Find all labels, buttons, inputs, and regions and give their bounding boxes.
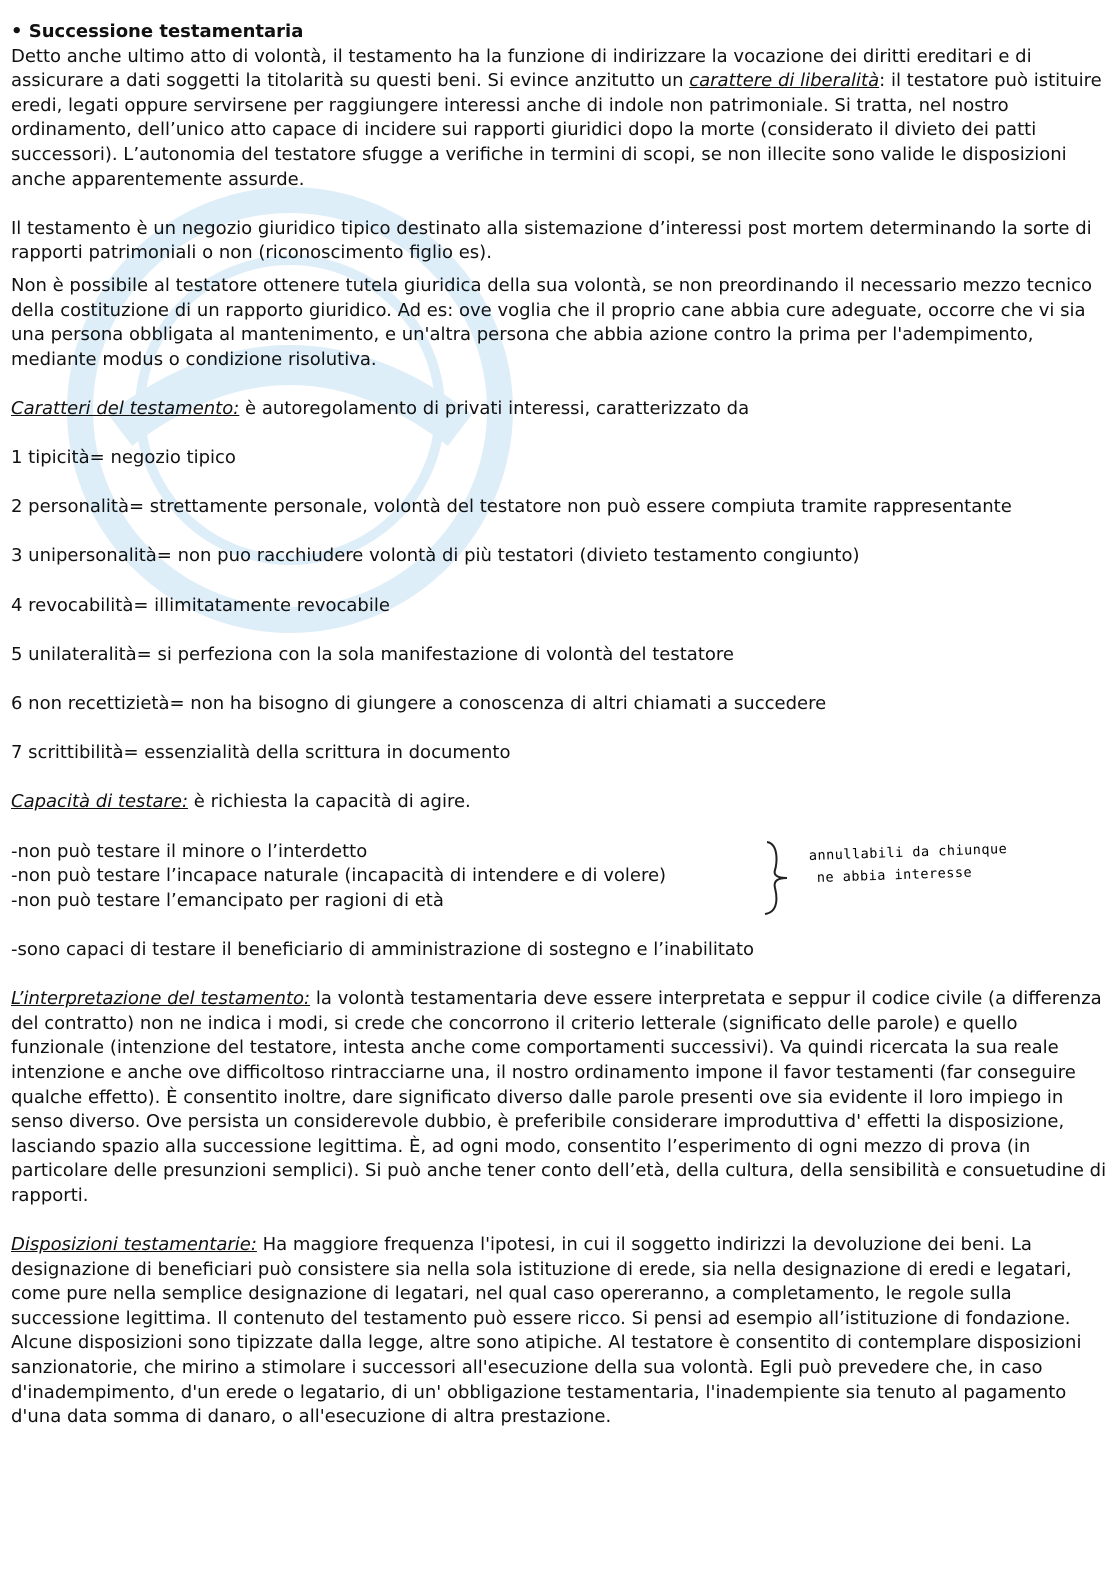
intro-text: Detto anche ultimo atto di volontà, il testamento ha la funzione di indirizzare la vocazione dei diritti ereditari e di assicurare a dati soggetti la titolarità su questi beni. Si evince anzitutto un bbox=[11, 45, 1032, 92]
capacita-list bbox=[11, 840, 1107, 914]
note-line-1: annullabili da chiunque bbox=[808, 840, 1008, 864]
interpretazione-text: la volontà testamentaria deve essere interpretata e seppur il codice civile (a differenza del contratto) non ne indica i modi, si crede che concorrono il criterio letterale (significato delle parole) e quello funzionale (intenzione del testatore, intesta anche come comportamenti successivi). Va quindi ricercata la sua reale intenzione e anche ove difficoltoso rintracciarne una, il nostro ordinamento impone il favor testamenti (far conseguire qualche effetto). È consentito inoltre, dare significato diverso dalle parole presenti ove sia evidente il loro impiego in senso diverso. Ove persista un considerevole dubbio, è preferibile considerare improduttiva d' effetti la disposizione, lasciando spazio alla successione legittima. È, ad ogni modo, consentito l’esperimento di ogni mezzo di prova (in particolare delle presunzioni semplici). Si può anche tener conto dell’età, della cultura, della sensibilità e consuetudine di rapporti. bbox=[11, 988, 1107, 1206]
list-item: 1 tipicità= negozio tipico bbox=[11, 447, 236, 469]
handwritten-note bbox=[757, 838, 1047, 918]
list-item: 2 personalità= strettamente personale, volontà del testatore non può essere compiuta tramite rappresentante bbox=[11, 496, 1012, 518]
capacita-intro bbox=[11, 790, 1107, 815]
paragraph-disposizioni bbox=[11, 1233, 1107, 1430]
document-page bbox=[11, 20, 1107, 1430]
list-item: 6 non recettizietà= non ha bisogno di giungere a conoscenza di altri chiamati a succedere bbox=[11, 693, 827, 715]
interpretazione-label: L’interpretazione del testamento: bbox=[11, 988, 311, 1010]
list-item: 4 revocabilità= illimitatamente revocabile bbox=[11, 594, 390, 616]
list-item: 3 unipersonalità= non puo racchiudere volontà di più testatori (divieto testamento congiunto) bbox=[11, 545, 860, 567]
capacita-label: Capacità di testare: bbox=[11, 791, 189, 813]
list-item: -non può testare il minore o l’interdetto bbox=[11, 840, 368, 862]
section-heading: • Successione testamentaria bbox=[11, 21, 304, 42]
caratteri-intro bbox=[11, 397, 1107, 422]
disposizioni-label: Disposizioni testamentarie: bbox=[11, 1234, 257, 1256]
capacita-text: è richiesta la capacità di agire. bbox=[188, 791, 471, 813]
list-item: -non può testare l’emancipato per ragioni di età bbox=[11, 889, 444, 911]
paragraph-definition: Il testamento è un negozio giuridico tipico destinato alla sistemazione d’interessi post mortem determinando la sorte di rapporti patrimoniali o non (riconoscimento figlio es). bbox=[11, 217, 1092, 264]
disposizioni-text: Ha maggiore frequenza l'ipotesi, in cui il soggetto indirizzi la devoluzione dei beni. La designazione di beneficiari può consistere sia nella sola istituzione di erede, sia nella designazione di eredi e legatari, come pure nella semplice designazione di legatari, nel qual caso opereranno, a completamento, le regole sulla successione legittima. Il contenuto del testamento può essere ricco. Si pensi ad esempio all’istituzione di fondazione. Alcune disposizioni sono tipizzate dalla legge, altre sono atipiche. Al testatore è consentito di contemplare disposizioni sanzionatorie, che mirino a stimolare i successori all'esecuzione della sua volontà. Egli può prevedere che, in caso d'inadempimento, d'un erede o legatario, di un' obbligazione testamentaria, l'inadempiente sia tenuto al pagamento d'una data somma di danaro, o all'esecuzione di altra prestazione. bbox=[11, 1234, 1082, 1428]
list-item: 5 unilateralità= si perfeziona con la sola manifestazione di volontà del testatore bbox=[11, 643, 734, 665]
capacita-capaci: -sono capaci di testare il beneficiario di amministrazione di sostegno e l’inabilitato bbox=[11, 938, 755, 960]
caratteri-text: è autoregolamento di privati interessi, caratterizzato da bbox=[239, 397, 750, 419]
paragraph-tutela: Non è possibile al testatore ottenere tutela giuridica della sua volontà, se non preordinando il necessario mezzo tecnico della costituzione di un rapporto giuridico. Ad es: ove voglia che il proprio cane abbia cure adeguate, occorre che vi sia una persona obbligata al mantenimento, e un'altra persona che abbia azione contro la prima per l'adempimento, mediante modus o condizione risolutiva. bbox=[11, 274, 1093, 370]
curly-brace-icon bbox=[765, 842, 787, 914]
paragraph-interpretazione bbox=[11, 987, 1107, 1208]
intro-text-cont: : il testatore può istituire eredi, legati oppure servirsene per raggiungere interessi anche di indole non patrimoniale. Si tratta, nel nostro ordinamento, dell’unico atto capace di incidere sui rapporti giuridici dopo la morte (considerato il divieto dei patti successori). L’autonomia del testatore sfugge a verifiche in termini di scopi, se non illecite sono valide le disposizioni anche apparentemente assurde. bbox=[11, 70, 1102, 190]
caratteri-label: Caratteri del testamento: bbox=[11, 397, 240, 419]
paragraph-intro bbox=[11, 45, 1107, 193]
note-line-2: ne abbia interesse bbox=[816, 864, 973, 886]
list-item: 7 scrittibilità= essenzialità della scrittura in documento bbox=[11, 742, 511, 764]
emphasis-liberalita: carattere di liberalità bbox=[689, 70, 880, 92]
list-item: -non può testare l’incapace naturale (incapacità di intendere e di volere) bbox=[11, 865, 667, 887]
